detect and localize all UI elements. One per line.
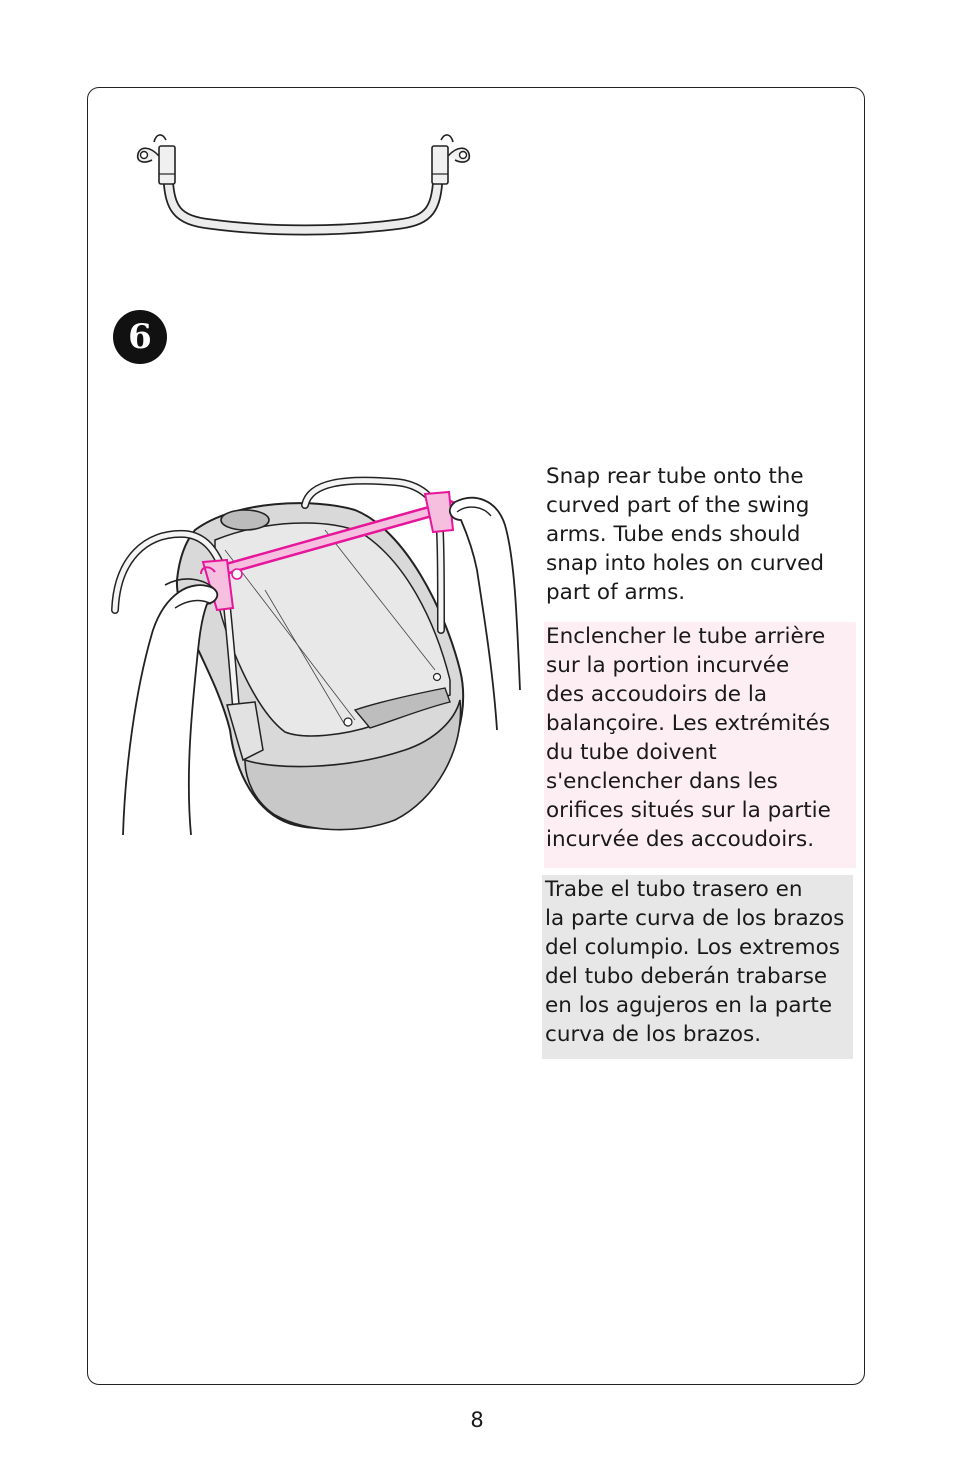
instruction-english: Snap rear tube onto the curved part of the swing arms. Tube ends should snap into holes on curved part of arms. (546, 464, 825, 605)
instruction-spanish: Trabe el tubo trasero en la parte curva de los brazos del columpio. Los extremos del tubo deberán trabarse en los agujeros en la parte curva de los brazos. (542, 875, 853, 1059)
step-number-badge: 6 (113, 310, 167, 364)
swing-assembly-illustration (105, 470, 525, 835)
page-number: 8 (470, 1408, 484, 1432)
rear-tube-icon (130, 128, 475, 240)
instruction-french: Enclencher le tube arrière sur la portion incurvée des accoudoirs de la balançoire. Les extrémités du tube doivent s'enclencher dans les orifices situés sur la partie incurvée des accoudoirs. (544, 622, 856, 868)
